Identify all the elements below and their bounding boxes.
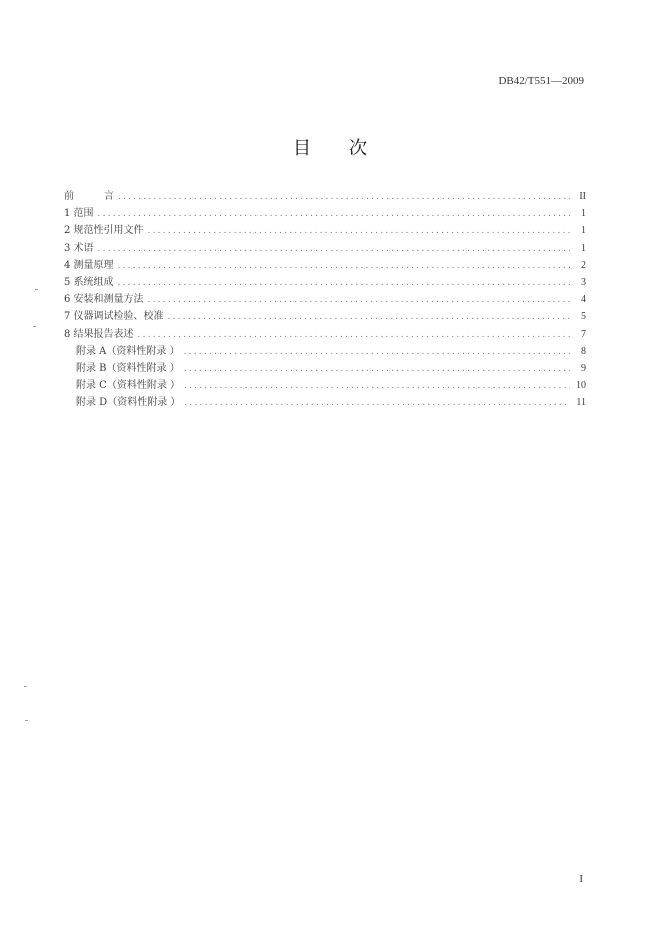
scan-speck [25,720,28,721]
toc-entry-appendix-a[interactable] [64,343,586,360]
toc-entry-page: 3 [581,276,586,288]
toc-entry-page: 5 [581,311,586,323]
document-code: DB42/T551—2009 [498,75,584,87]
toc-entry-normative-references[interactable] [64,222,586,239]
toc-entry-label: 1 范围 [64,208,94,220]
toc-entry-label: 附录 B（资料性附录 ） [76,362,180,374]
toc-entry-label: 附录 A（资料性附录 ） [76,345,180,357]
toc-label-part-2: 言 [104,191,114,202]
toc-title-char-2: 次 [349,138,369,159]
toc-leader-dots [184,344,570,361]
toc-entry-page: 1 [581,242,586,254]
toc-entry-page: 8 [581,345,586,357]
toc-entry-label: 5 系统组成 [64,276,114,288]
toc-entry-appendix-c[interactable] [64,377,586,394]
toc-entry-page: 10 [576,380,586,392]
toc-entry-result-reporting[interactable] [64,326,586,343]
toc-entry-page: 1 [581,208,586,220]
toc-entry-label [64,188,114,205]
toc-leader-dots [98,241,570,258]
toc-leader-dots [118,258,570,275]
toc-entry-instrument-calibration[interactable] [64,308,586,325]
toc-entry-page: 2 [581,259,586,271]
toc-entry-appendix-b[interactable] [64,360,586,377]
toc-title [0,134,662,160]
toc-entry-label: 6 安装和测量方法 [64,294,144,306]
toc-entry-page: 4 [581,294,586,306]
toc-leader-dots [168,309,570,326]
toc-leader-dots [118,189,570,206]
toc-entry-measurement-principle[interactable] [64,257,586,274]
toc-entry-label: 3 术语 [64,242,94,254]
page-number: I [579,873,583,885]
toc-entry-page: 1 [581,225,586,237]
toc-label-part-1: 前 [64,191,74,202]
scan-speck [33,326,36,327]
toc-leader-dots [138,327,570,344]
toc-entry-page: 9 [581,362,586,374]
toc-entry-page: II [579,191,586,202]
toc-leader-dots [98,206,570,223]
toc-entry-page: 7 [581,328,586,340]
toc-entry-label: 附录 D（资料性附录 ） [76,397,181,409]
toc-entry-label: 8 结果报告表述 [64,328,134,340]
table-of-contents [64,188,586,411]
toc-entry-label: 2 规范性引用文件 [64,225,144,237]
toc-leader-dots [184,378,570,395]
toc-leader-dots [148,223,570,240]
toc-entry-terms[interactable] [64,240,586,257]
scan-speck [35,289,38,290]
toc-entry-system-composition[interactable] [64,274,586,291]
toc-leader-dots [184,361,570,378]
toc-leader-dots [184,395,570,412]
toc-entry-page: 11 [576,397,586,409]
toc-entry-label: 7 仪器调试检验、校准 [64,311,164,323]
toc-entry-label: 附录 C（资料性附录 ） [76,380,181,392]
scan-speck [24,686,27,687]
toc-leader-dots [148,292,570,309]
toc-entry-installation-methods[interactable] [64,291,586,308]
toc-title-char-1: 目 [293,138,313,159]
toc-entry-foreword[interactable] [64,188,586,205]
toc-entry-label: 4 测量原理 [64,259,114,271]
toc-entry-appendix-d[interactable] [64,394,586,411]
toc-entry-scope[interactable] [64,205,586,222]
toc-leader-dots [118,275,570,292]
